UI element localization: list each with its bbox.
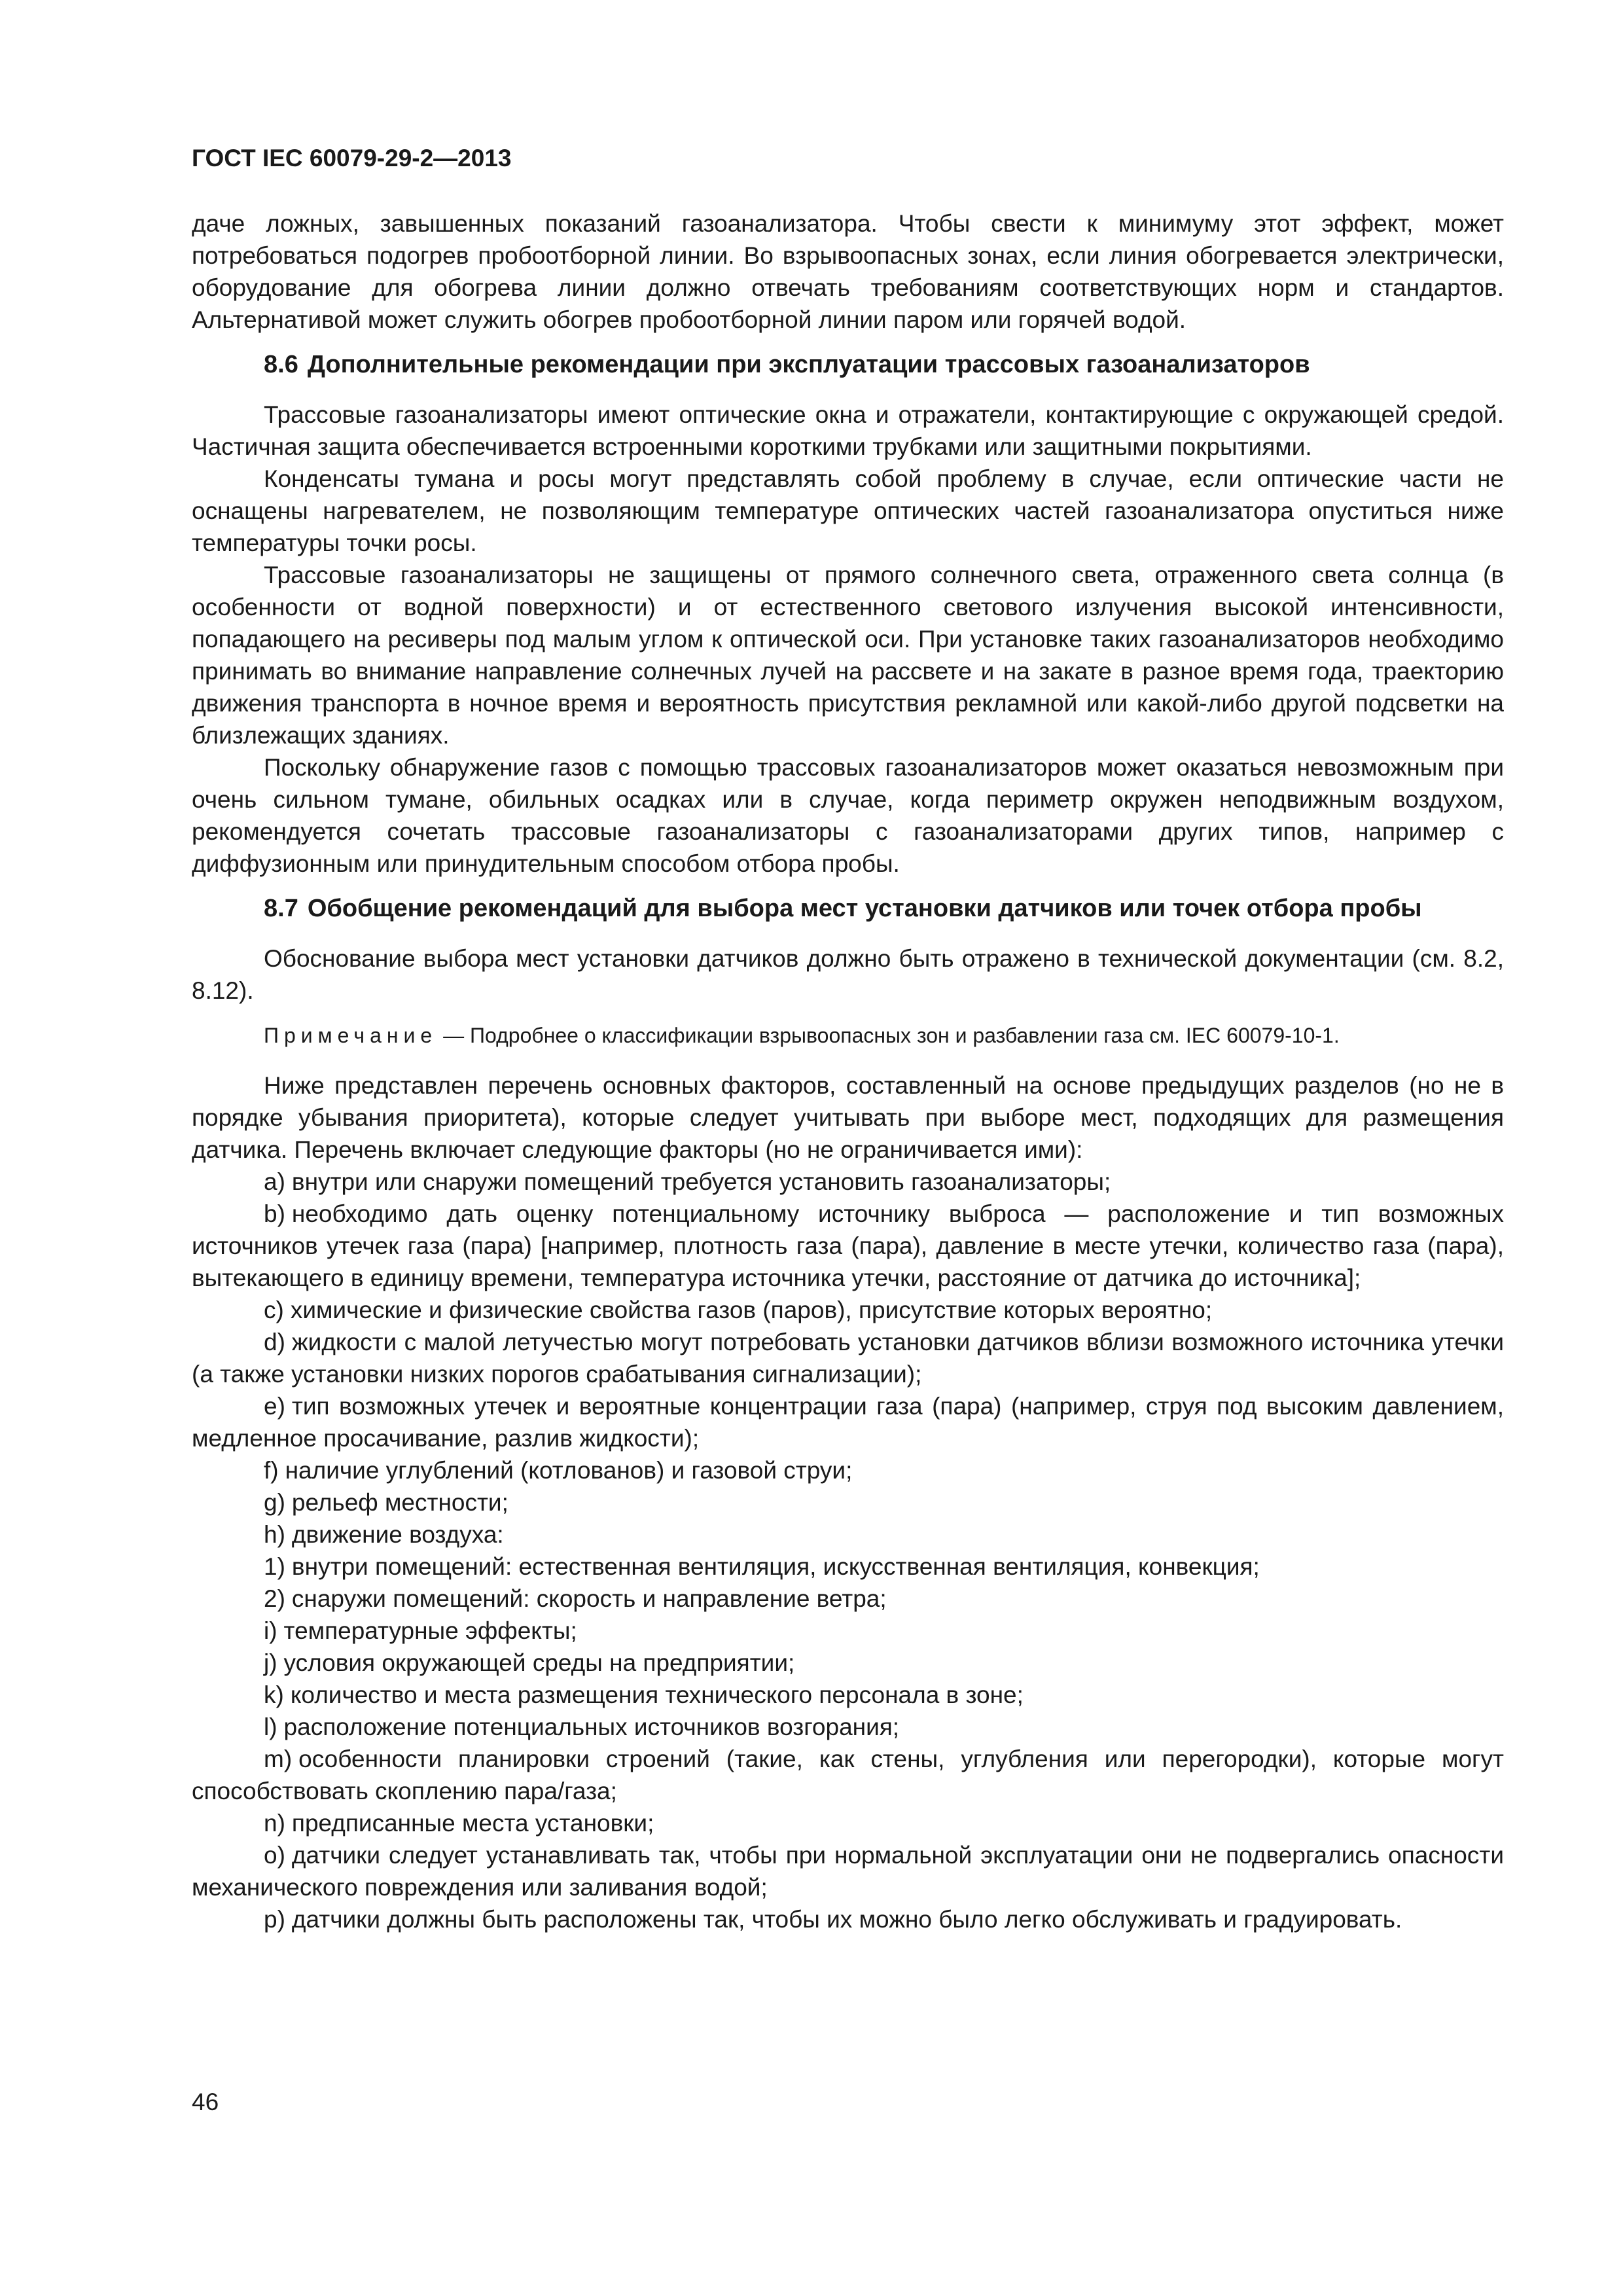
section-8-7-paragraph: Обоснование выбора мест установки датчиков должно быть отражено в технической документации (см. 8.2, 8.12). bbox=[192, 945, 1504, 1004]
list-item bbox=[192, 1647, 1504, 1679]
list-item bbox=[192, 1583, 1504, 1615]
list-item-text: условия окружающей среды на предприятии; bbox=[283, 1649, 795, 1676]
list-item bbox=[192, 1807, 1504, 1839]
list-item bbox=[192, 1615, 1504, 1647]
list-item-marker: n) bbox=[264, 1810, 285, 1837]
list-item bbox=[192, 1743, 1504, 1807]
list-item-marker: j) bbox=[264, 1649, 277, 1676]
list-item-marker: 2) bbox=[264, 1585, 285, 1612]
list-item-text: датчики должны быть расположены так, чтобы их можно было легко обслуживать и градуировать. bbox=[291, 1906, 1402, 1933]
list-item-text: температурные эффекты; bbox=[283, 1617, 577, 1644]
list-item bbox=[192, 1198, 1504, 1294]
section-8-7-paragraph: Ниже представлен перечень основных факторов, составленный на основе предыдущих разделов (но не в порядке убывания приоритета), которые следует учитывать при выборе мест, подходящих для размещения датчика. Перечень включает следующие факторы (но не ограничивается ими): bbox=[192, 1072, 1504, 1163]
list-item-text: особенности планировки строений (такие, как стены, углубления или перегородки), которые могут способствовать скоплению пара/газа; bbox=[192, 1746, 1504, 1804]
section-8-6-paragraph: Конденсаты тумана и росы могут представлять собой проблему в случае, если оптические части не оснащены нагревателем, не позволяющим температуре оптических частей газоанализатора опуститься ниже температуры точки росы. bbox=[192, 465, 1504, 556]
section-8-6-heading bbox=[192, 348, 1504, 382]
list-item-text: снаружи помещений: скорость и направление ветра; bbox=[291, 1585, 887, 1612]
list-item-marker: k) bbox=[264, 1681, 284, 1708]
list-item-marker: i) bbox=[264, 1617, 277, 1644]
list-item bbox=[192, 1390, 1504, 1454]
section-8-7-number: 8.7 bbox=[264, 895, 298, 922]
page-number: 46 bbox=[192, 2089, 219, 2115]
list-item-marker: o) bbox=[264, 1842, 285, 1869]
list-item-text: тип возможных утечек и вероятные концентрации газа (пара) (например, струя под высоким давлением, медленное просачивание, разлив жидкости); bbox=[192, 1393, 1504, 1452]
list-item-text: необходимо дать оценку потенциальному источнику выброса — расположение и тип возможных источников утечек газа (пара) [например, плотность газа (пара), давление в месте утечки, количество газа (пара), вытекающего в единицу времени, температура источника утечки, расстояние от датчика до источника]; bbox=[192, 1200, 1504, 1291]
factor-list bbox=[192, 1166, 1504, 1935]
list-item bbox=[192, 1679, 1504, 1711]
document-page bbox=[192, 144, 1504, 1935]
section-8-6-title: Дополнительные рекомендации при эксплуатации трассовых газоанализаторов bbox=[307, 351, 1310, 378]
list-item-marker: p) bbox=[264, 1906, 285, 1933]
list-item-marker: e) bbox=[264, 1393, 285, 1420]
section-8-6-number: 8.6 bbox=[264, 351, 298, 378]
list-item bbox=[192, 1454, 1504, 1486]
section-8-6-paragraph: Трассовые газоанализаторы не защищены от прямого солнечного света, отраженного света солнца (в особенности от водной поверхности) и от естественного светового излучения высокой интенсивности, попадающего на ресиверы под малым углом к оптической оси. При установке таких газоанализаторов необходимо принимать во внимание направление солнечных лучей на рассвете и на закате в разное время года, траекторию движения транспорта в ночное время и вероятность присутствия рекламной или какой-либо другой подсветки на близлежащих зданиях. bbox=[192, 562, 1504, 749]
list-item bbox=[192, 1486, 1504, 1518]
document-header-title: ГОСТ IEC 60079-29-2—2013 bbox=[192, 145, 512, 171]
note bbox=[192, 1021, 1504, 1050]
list-item bbox=[192, 1518, 1504, 1551]
list-item-text: количество и места размещения технического персонала в зоне; bbox=[290, 1681, 1024, 1708]
section-8-6-paragraph: Поскольку обнаружение газов с помощью трассовых газоанализаторов может оказаться невозможным при очень сильном тумане, обильных осадках или в случае, когда периметр окружен неподвижным воздухом, рекомендуется сочетать трассовые газоанализаторы с газоанализаторами других типов, например с диффузионным или принудительным способом отбора пробы. bbox=[192, 754, 1504, 877]
list-item-marker: c) bbox=[264, 1297, 284, 1323]
note-label: Примечание bbox=[264, 1024, 438, 1047]
list-item-text: датчики следует устанавливать так, чтобы при нормальной эксплуатации они не подвергались опасности механического повреждения или заливания водой; bbox=[192, 1842, 1504, 1901]
section-8-7-heading bbox=[192, 891, 1504, 925]
list-item-marker: d) bbox=[264, 1329, 285, 1355]
list-item bbox=[192, 1326, 1504, 1390]
list-item-marker: l) bbox=[264, 1713, 277, 1740]
list-item-text: жидкости с малой летучестью могут потребовать установки датчиков вблизи возможного источника утечки (а также установки низких порогов срабатывания сигнализации); bbox=[192, 1329, 1504, 1388]
list-item bbox=[192, 1711, 1504, 1743]
section-8-6-paragraph: Трассовые газоанализаторы имеют оптические окна и отражатели, контактирующие с окружающей средой. Частичная защита обеспечивается встроенными короткими трубками или защитными покрытиями. bbox=[192, 401, 1504, 460]
list-item-text: внутри помещений: естественная вентиляция, искусственная вентиляция, конвекция; bbox=[291, 1553, 1260, 1580]
list-item bbox=[192, 1294, 1504, 1326]
list-item bbox=[192, 1166, 1504, 1198]
list-item bbox=[192, 1839, 1504, 1903]
list-item-text: наличие углублений (котлованов) и газовой струи; bbox=[285, 1457, 853, 1484]
list-item-marker: 1) bbox=[264, 1553, 285, 1580]
list-item-text: внутри или снаружи помещений требуется установить газоанализаторы; bbox=[291, 1168, 1111, 1195]
list-item-marker: b) bbox=[264, 1200, 285, 1227]
list-item-text: предписанные места установки; bbox=[291, 1810, 654, 1837]
list-item-text: химические и физические свойства газов (паров), присутствие которых вероятно; bbox=[290, 1297, 1213, 1323]
list-item bbox=[192, 1903, 1504, 1935]
list-item-marker: f) bbox=[264, 1457, 279, 1484]
note-text: — Подробнее о классификации взрывоопасных зон и разбавлении газа см. IEC 60079-10-1. bbox=[437, 1024, 1340, 1047]
list-item-text: движение воздуха: bbox=[291, 1521, 504, 1548]
section-8-7-title: Обобщение рекомендаций для выбора мест установки датчиков или точек отбора пробы bbox=[307, 895, 1422, 922]
list-item-marker: а) bbox=[264, 1168, 285, 1195]
list-item-text: расположение потенциальных источников возгорания; bbox=[283, 1713, 900, 1740]
list-item-marker: g) bbox=[264, 1489, 285, 1516]
list-item-marker: m) bbox=[264, 1746, 293, 1772]
list-item bbox=[192, 1551, 1504, 1583]
intro-paragraph: даче ложных, завышенных показаний газоанализатора. Чтобы свести к минимуму этот эффект, может потребоваться подогрев пробоотборной линии. Во взрывоопасных зонах, если линия обогревается электрически, оборудование для обогрева линии должно отвечать требованиям соответствующих норм и стандартов. Альтернативой может служить обогрев пробоотборной линии паром или горячей водой. bbox=[192, 210, 1504, 333]
list-item-text: рельеф местности; bbox=[291, 1489, 508, 1516]
list-item-marker: h) bbox=[264, 1521, 285, 1548]
